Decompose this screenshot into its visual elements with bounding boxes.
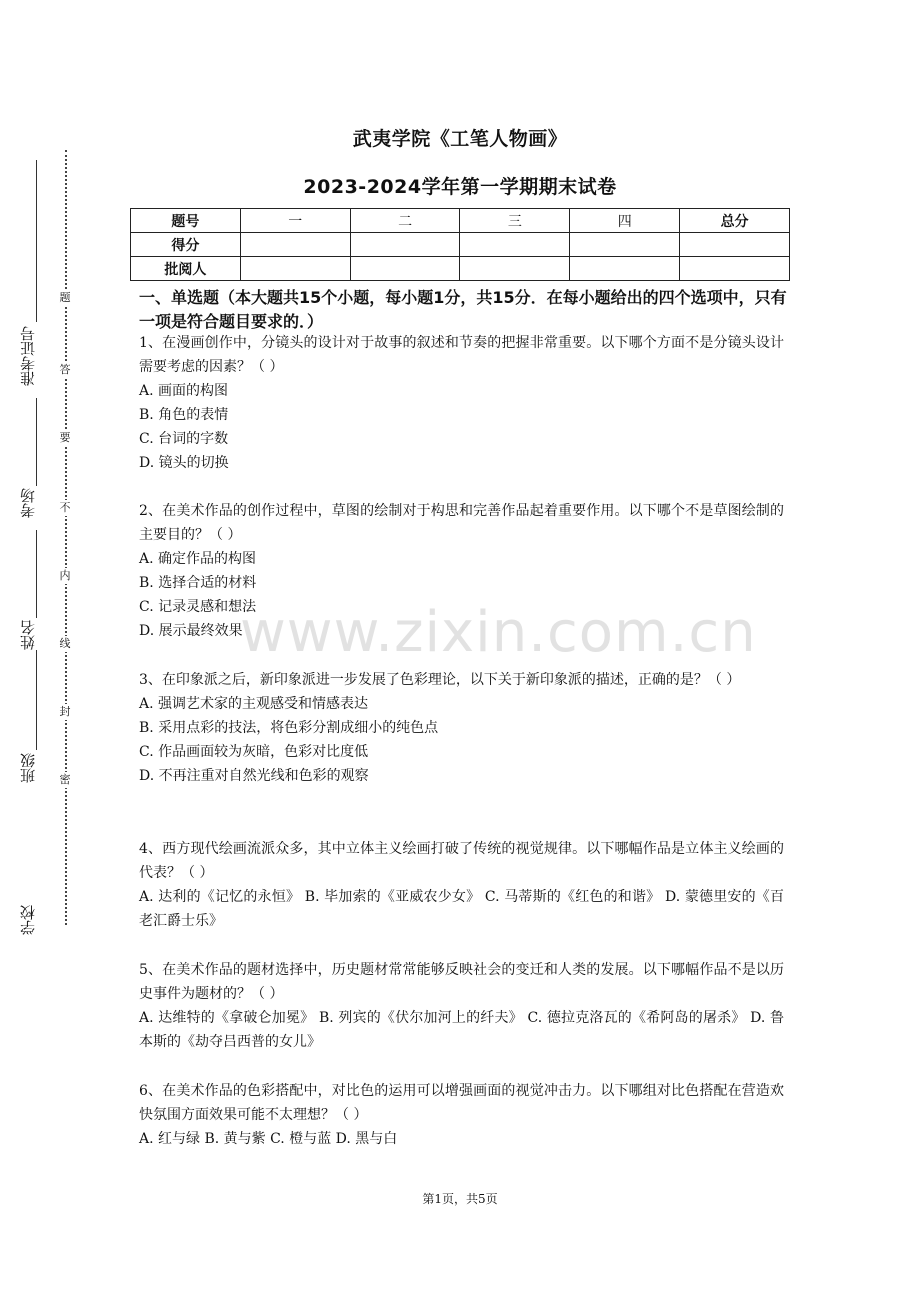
score-cell[interactable] xyxy=(350,233,460,257)
section-heading: 一、单选题（本大题共15个小题，每小题1分，共15分．在每小题给出的四个选项中，只有一项是符合题目要求的．） xyxy=(139,288,787,331)
question-option[interactable]: C. 记录灵感和想法 xyxy=(139,599,257,615)
question-stem: 6、在美术作品的色彩搭配中，对比色的运用可以增强画面的视觉冲击力。以下哪组对比色搭配在营造欢快氛围方面效果可能不太理想？（ ） xyxy=(139,1083,784,1123)
question-option[interactable]: C. 台词的字数 xyxy=(139,431,229,447)
exam-title: 武夷学院《工笔人物画》 xyxy=(352,128,568,150)
score-table-row xyxy=(131,257,790,281)
exam-subtitle: 2023-2024学年第一学期期末试卷 xyxy=(303,176,617,198)
field-label-class: 班级 xyxy=(19,753,37,783)
question-option[interactable]: C. 作品画面较为灰暗，色彩对比度低 xyxy=(139,744,369,760)
question-option[interactable]: B. 角色的表情 xyxy=(139,407,229,423)
score-header-cell: 二 xyxy=(350,209,460,233)
score-row-label: 批阅人 xyxy=(131,257,241,281)
score-cell[interactable] xyxy=(240,257,350,281)
question-1 xyxy=(139,331,784,475)
field-label-ticket-number: 准考证号 xyxy=(19,326,37,386)
field-label-exam-room: 考场 xyxy=(19,488,37,518)
binding-dotted-line xyxy=(65,150,67,925)
question-option[interactable]: D. 展示最终效果 xyxy=(139,623,243,639)
field-label-name: 姓名 xyxy=(19,620,37,650)
question-stem: 1、在漫画创作中，分镜头的设计对于故事的叙述和节奏的把握非常重要。以下哪个方面不是分镜头设计需要考虑的因素？（ ） xyxy=(139,335,784,375)
score-cell[interactable] xyxy=(570,257,680,281)
field-line-name[interactable] xyxy=(36,530,37,618)
score-table-header-row xyxy=(131,209,790,233)
score-header-cell: 题号 xyxy=(131,209,241,233)
binding-notice-char: 要 xyxy=(59,431,71,444)
question-option[interactable]: B. 选择合适的材料 xyxy=(139,575,257,591)
question-stem: 2、在美术作品的创作过程中，草图的绘制对于构思和完善作品起着重要作用。以下哪个不是草图绘制的主要目的？（ ） xyxy=(139,503,784,543)
question-options[interactable]: A. 达维特的《拿破仑加冕》 B. 列宾的《伏尔加河上的纤夫》 C. 德拉克洛瓦的《希阿岛的屠杀》 D. 鲁本斯的《劫夺吕西普的女儿》 xyxy=(139,1010,784,1050)
watermark: www.zixin.com.cn xyxy=(240,600,757,665)
score-cell[interactable] xyxy=(570,233,680,257)
score-cell[interactable] xyxy=(680,257,790,281)
page-footer: 第1页，共5页 xyxy=(422,1192,498,1206)
score-table-row xyxy=(131,233,790,257)
score-cell[interactable] xyxy=(350,257,460,281)
score-cell[interactable] xyxy=(680,233,790,257)
score-header-cell: 四 xyxy=(570,209,680,233)
binding-notice-char: 线 xyxy=(59,637,71,650)
score-cell[interactable] xyxy=(460,257,570,281)
binding-notice-char: 题 xyxy=(59,291,71,304)
binding-notice-char: 封 xyxy=(59,705,71,718)
question-option[interactable]: A. 画面的构图 xyxy=(139,383,229,399)
question-option[interactable]: D. 不再注重对自然光线和色彩的观察 xyxy=(139,768,369,784)
question-option[interactable]: A. 强调艺术家的主观感受和情感表达 xyxy=(139,696,369,712)
score-header-cell: 一 xyxy=(240,209,350,233)
question-5 xyxy=(139,958,784,1054)
binding-notice-char: 答 xyxy=(59,363,71,376)
field-label-school: 学校 xyxy=(19,905,37,935)
question-4 xyxy=(139,837,784,933)
question-option[interactable]: D. 镜头的切换 xyxy=(139,455,229,471)
question-options[interactable]: A. 达利的《记忆的永恒》 B. 毕加索的《亚威农少女》 C. 马蒂斯的《红色的和谐》 D. 蒙德里安的《百老汇爵士乐》 xyxy=(139,889,784,929)
question-stem: 3、在印象派之后，新印象派进一步发展了色彩理论，以下关于新印象派的描述，正确的是？（ ） xyxy=(139,672,741,688)
binding-notice-char: 密 xyxy=(59,773,71,786)
question-stem: 5、在美术作品的题材选择中，历史题材常常能够反映社会的变迁和人类的发展。以下哪幅作品不是以历史事件为题材的？（ ） xyxy=(139,962,784,1002)
question-stem: 4、西方现代绘画流派众多，其中立体主义绘画打破了传统的视觉规律。以下哪幅作品是立体主义绘画的代表？（ ） xyxy=(139,841,784,881)
binding-notice-char: 内 xyxy=(59,569,71,582)
field-line-exam-room[interactable] xyxy=(36,398,37,486)
question-3 xyxy=(139,668,784,788)
question-option[interactable]: A. 确定作品的构图 xyxy=(139,551,257,567)
score-row-label: 得分 xyxy=(131,233,241,257)
score-cell[interactable] xyxy=(240,233,350,257)
question-6 xyxy=(139,1079,784,1151)
field-line-class[interactable] xyxy=(36,650,37,750)
question-option[interactable]: B. 采用点彩的技法，将色彩分割成细小的纯色点 xyxy=(139,720,439,736)
score-cell[interactable] xyxy=(460,233,570,257)
score-header-cell: 总分 xyxy=(680,209,790,233)
score-table xyxy=(130,208,790,281)
score-header-cell: 三 xyxy=(460,209,570,233)
question-options[interactable]: A. 红与绿 B. 黄与紫 C. 橙与蓝 D. 黑与白 xyxy=(139,1131,398,1147)
binding-notice-char: 不 xyxy=(59,501,71,514)
